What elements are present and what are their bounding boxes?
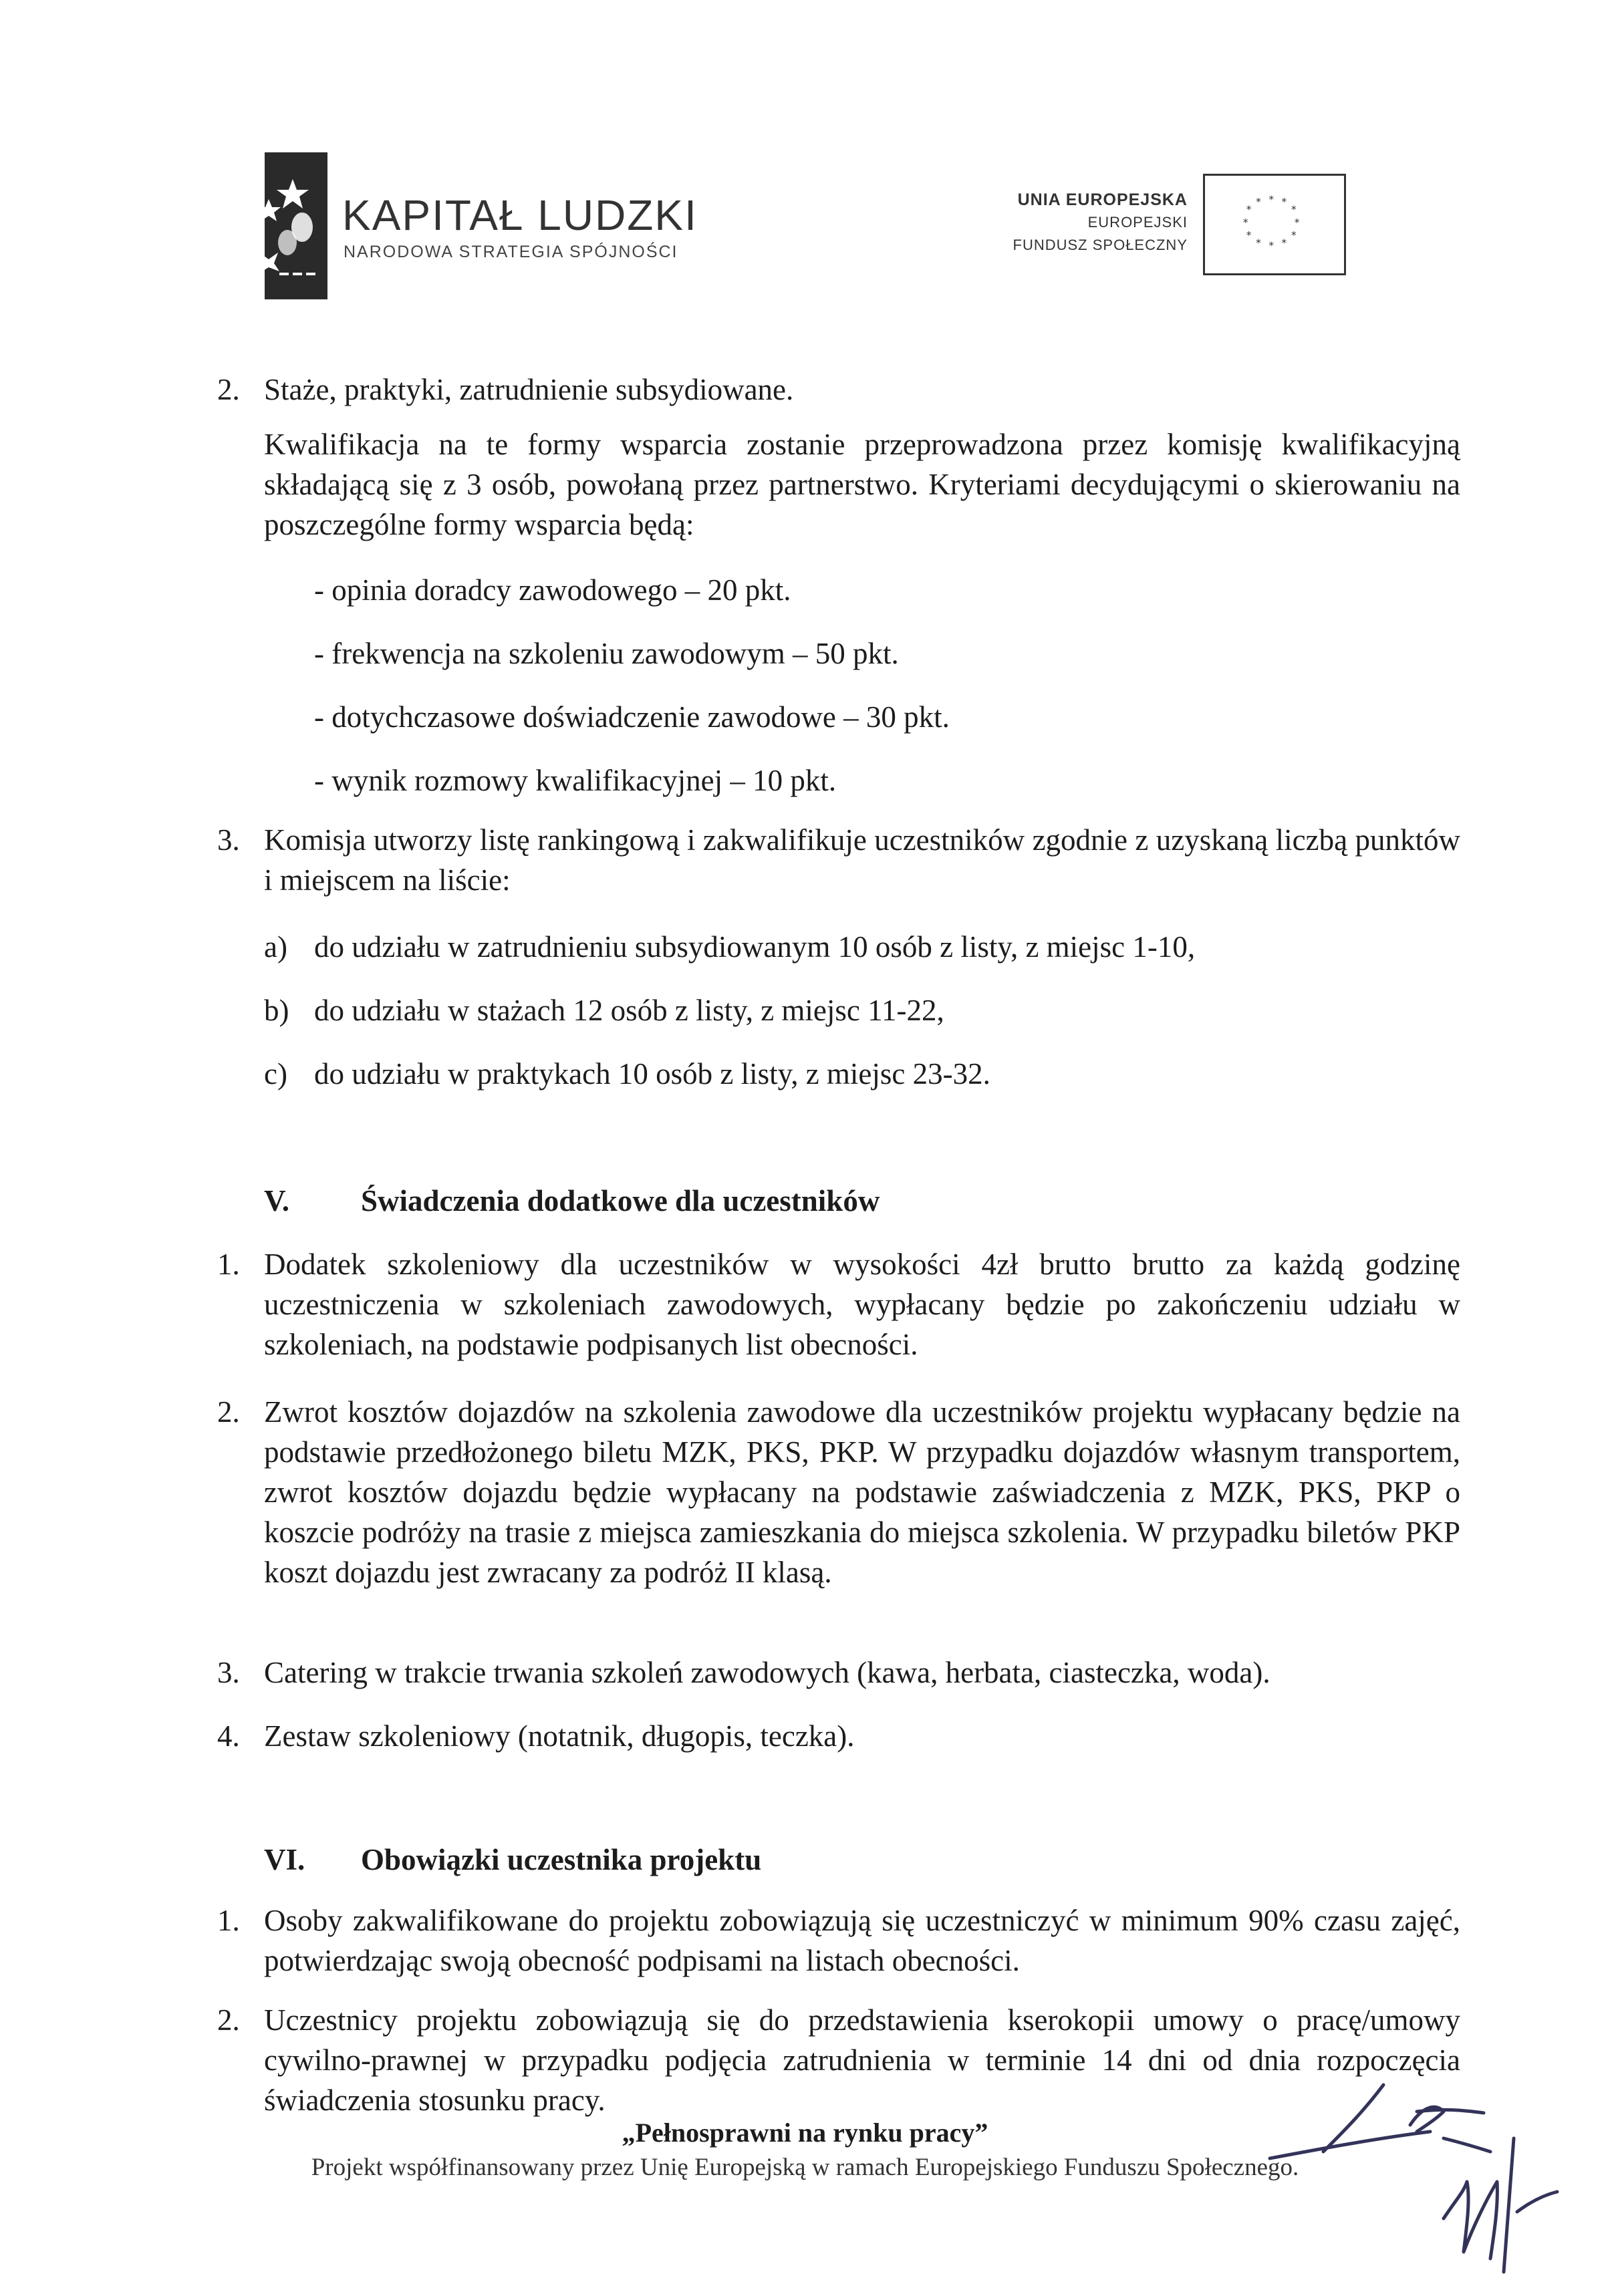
item-number: 3. xyxy=(217,1656,240,1689)
kapital-ludzki-logo-icon xyxy=(253,152,327,299)
kapital-ludzki-subtitle: NARODOWA STRATEGIA SPÓJNOŚCI xyxy=(344,243,678,261)
handwritten-signature-icon xyxy=(1243,2025,1591,2292)
item-number: 1. xyxy=(217,1904,240,1937)
item-number: 2. xyxy=(217,373,240,406)
svg-text:*: * xyxy=(1256,196,1261,208)
sub-item-text: do udziału w praktykach 10 osób z listy, z miejsc 23-32. xyxy=(314,1057,990,1091)
svg-text:*: * xyxy=(1256,237,1261,249)
criteria-item: - dotychczasowe doświadczenie zawodowe – 30 pkt. xyxy=(314,700,950,734)
svg-text:*: * xyxy=(1281,237,1287,249)
svg-text:*: * xyxy=(1242,216,1248,229)
list-item-text: Catering w trakcie trwania szkoleń zawodowych (kawa, herbata, ciasteczka, woda). xyxy=(264,1656,1270,1689)
kapital-ludzki-title: KAPITAŁ LUDZKI xyxy=(342,191,698,239)
qualification-paragraph: Kwalifikacja na te formy wsparcia zostanie przeprowadzona przez komisję kwalifikacyjną składającą się z 3 osób, powołaną przez partnerstwo. Kryteriami decydującymi o skierowaniu na poszczególne formy wsparcia będą: xyxy=(264,428,1460,541)
eu-flag-icon xyxy=(1203,174,1346,275)
list-item-text: Zestaw szkoleniowy (notatnik, długopis, teczka). xyxy=(264,1719,855,1753)
criteria-item: - opinia doradcy zawodowego – 20 pkt. xyxy=(314,573,791,607)
svg-text:*: * xyxy=(1291,229,1297,242)
svg-text:*: * xyxy=(1246,203,1252,216)
item-number: 2. xyxy=(217,1395,240,1429)
footer-info: Projekt współfinansowany przez Unię Europejską w ramach Europejskiego Funduszu Społecznego. xyxy=(311,2154,1299,2181)
criteria-item: - wynik rozmowy kwalifikacyjnej – 10 pkt. xyxy=(314,764,837,797)
sub-item-text: do udziału w stażach 12 osób z listy, z miejsc 11-22, xyxy=(314,994,944,1027)
item-number: 3. xyxy=(217,823,240,857)
section-title: Obowiązki uczestnika projektu xyxy=(361,1843,762,1876)
eu-line3: FUNDUSZ SPOŁECZNY xyxy=(1013,237,1188,253)
list-item-text: Dodatek szkoleniowy dla uczestników w wysokości 4zł brutto brutto za każdą godzinę uczestniczenia w szkoleniach zawodowych, wypłacany będzie po zakończeniu udziału w szkoleniach, na podstawie podpisanych list obecności. xyxy=(264,1248,1460,1361)
sub-item-text: do udziału w zatrudnieniu subsydiowanym 10 osób z listy, z miejsc 1-10, xyxy=(314,930,1196,964)
svg-text:*: * xyxy=(1281,196,1287,208)
svg-text:*: * xyxy=(1294,216,1300,229)
footer-motto: „Pełnosprawni na rynku pracy” xyxy=(622,2118,988,2148)
sub-item-letter: a) xyxy=(264,930,287,964)
list-item-text: Uczestnicy projektu zobowiązują się do przedstawienia kserokopii umowy o pracę/umowy cywilno-prawnej w przypadku podjęcia zatrudnienia w terminie 14 dni od dnia rozpoczęcia świadczenia stosunku pracy. xyxy=(264,2003,1460,2117)
section-title: Świadczenia dodatkowe dla uczestników xyxy=(361,1184,880,1217)
svg-text:*: * xyxy=(1291,203,1297,216)
item-number: 1. xyxy=(217,1248,240,1281)
eu-fund-label xyxy=(1013,188,1188,257)
eu-line2: EUROPEJSKI xyxy=(1087,214,1188,231)
svg-text:*: * xyxy=(1268,239,1274,252)
section-numeral: V. xyxy=(264,1184,289,1217)
item-number: 2. xyxy=(217,2003,240,2037)
criteria-item: - frekwencja na szkoleniu zawodowym – 50 pkt. xyxy=(314,637,899,670)
item-title: Staże, praktyki, zatrudnienie subsydiowane. xyxy=(264,373,794,406)
list-item-text: Zwrot kosztów dojazdów na szkolenia zawodowe dla uczestników projektu wypłacany będzie na podstawie przedłożonego biletu MZK, PKS, PKP. W przypadku dojazdów własnym transportem, zwrot kosztów dojazdu będzie wypłacany na podstawie zaświadczenia z MZK, PKS, PKP o koszcie podróży na trasie z miejsca zamieszkania do miejsca szkolenia. W przypadku biletów PKP koszt dojazdu jest zwracany za podróż II klasą. xyxy=(264,1395,1460,1589)
section-numeral: VI. xyxy=(264,1843,305,1876)
list-item-text: Osoby zakwalifikowane do projektu zobowiązują się uczestniczyć w minimum 90% czasu zajęć, potwierdzając swoją obecność podpisami na listach obecności. xyxy=(264,1904,1460,1977)
sub-item-letter: b) xyxy=(264,994,289,1027)
sub-item-letter: c) xyxy=(264,1057,287,1091)
ranking-paragraph: Komisja utworzy listę rankingową i zakwalifikuje uczestników zgodnie z uzyskaną liczbą punktów i miejscem na liście: xyxy=(264,823,1460,897)
eu-line1: UNIA EUROPEJSKA xyxy=(1017,190,1188,209)
svg-text:*: * xyxy=(1268,193,1274,206)
svg-text:*: * xyxy=(1246,229,1252,242)
item-number: 4. xyxy=(217,1719,240,1753)
